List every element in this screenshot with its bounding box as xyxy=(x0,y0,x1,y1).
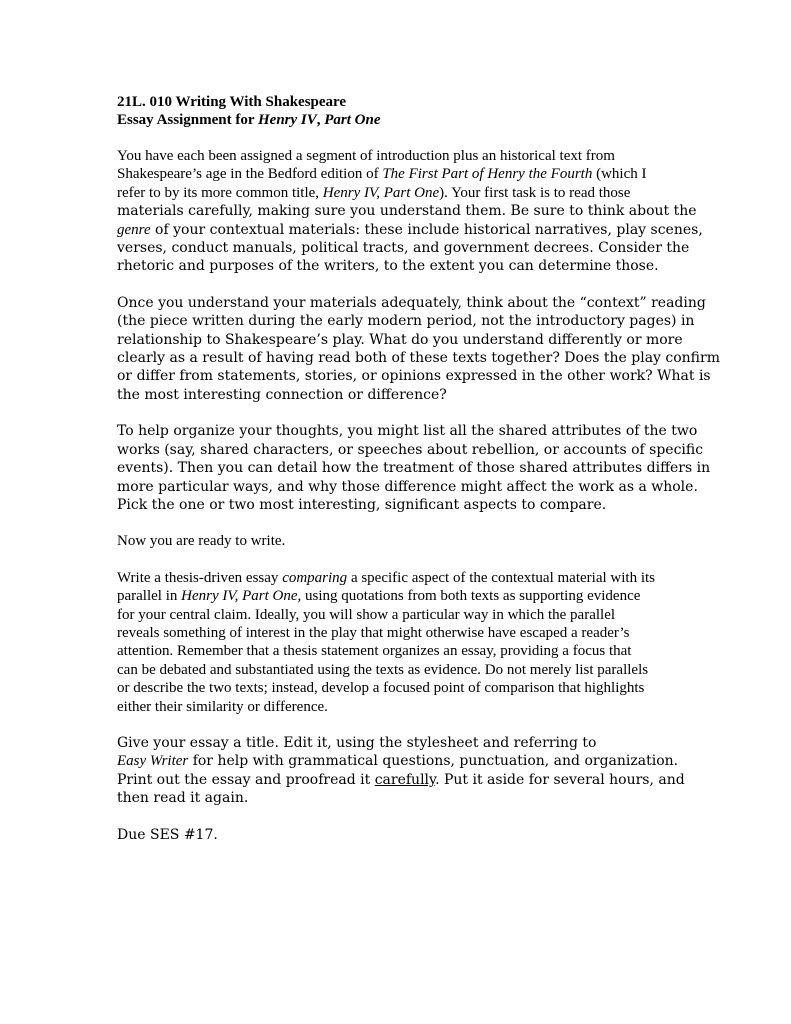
text-line xyxy=(117,184,687,202)
text-line: (the piece written during the early modern period, not the introductory pages) in xyxy=(117,313,695,330)
document-body xyxy=(117,93,720,844)
paragraph-edit xyxy=(117,734,687,808)
text-line: Now you are ready to write. xyxy=(117,533,286,550)
book-title: The First Part of Henry the Fourth xyxy=(382,166,593,183)
text-run: . Put it aside for several hours, and xyxy=(435,771,685,788)
text-line xyxy=(117,752,687,770)
text-line: events). Then you can detail how the treatment of those shared attributes differs in xyxy=(117,460,711,477)
spacer xyxy=(117,551,687,569)
document-header xyxy=(117,93,687,129)
genre-emphasis: genre xyxy=(117,221,151,238)
text-run: refer to by its more common title, xyxy=(117,184,323,201)
text-run: parallel in xyxy=(117,588,182,605)
text-line: verses, conduct manuals, political tracts, and government decrees. Consider the xyxy=(117,240,690,257)
spacer xyxy=(117,514,687,532)
text-run: (which I xyxy=(592,166,647,183)
due-date: Due SES #17. xyxy=(117,826,218,843)
text-line: or differ from statements, stories, or opinions expressed in the other work? What is xyxy=(117,368,711,385)
text-line: You have each been assigned a segment of introduction plus an historical text from xyxy=(117,148,615,164)
text-run: a specific aspect of the contextual material with its xyxy=(347,569,655,586)
paragraph-intro xyxy=(117,147,703,276)
spacer xyxy=(117,404,687,422)
text-line: the most interesting connection or difference? xyxy=(117,386,447,403)
text-line: Give your essay a title. Edit it, using the stylesheet and referring to xyxy=(117,734,597,751)
play-title-inline: Henry IV, Part One, xyxy=(181,588,302,605)
text-line: Pick the one or two most interesting, significant aspects to compare. xyxy=(117,496,607,513)
text-line: reveals something of interest in the play that might otherwise have escaped a reader’s xyxy=(117,624,630,641)
text-line xyxy=(117,221,703,239)
text-line: Once you understand your materials adequately, think about the “context” reading xyxy=(117,294,706,311)
text-line: either their similarity or difference. xyxy=(117,698,328,715)
spacer xyxy=(117,716,687,734)
paragraph-context xyxy=(117,294,720,404)
play-title: Henry IV xyxy=(258,112,317,128)
text-line: works (say, shared characters, or speeches about rebellion, or accounts of specific xyxy=(117,441,704,458)
text-line: can be debated and substantiated using the texts as evidence. Do not merely list parallels xyxy=(117,661,649,678)
assignment-prefix: Essay Assignment for xyxy=(117,112,258,128)
text-line: then read it again. xyxy=(117,790,249,807)
paragraph-due xyxy=(117,826,687,844)
comparing-emphasis: comparing xyxy=(282,569,348,586)
play-title-inline: Henry IV, Part One xyxy=(322,184,440,201)
text-run: ). Your first task is to read those xyxy=(439,184,631,201)
text-run: for help with grammatical questions, punctuation, and organization. xyxy=(188,753,679,770)
text-line: relationship to Shakespeare’s play. What do you understand differently or more xyxy=(117,331,683,348)
text-line xyxy=(117,587,687,605)
spacer xyxy=(117,276,687,294)
text-line xyxy=(117,771,687,789)
text-line: rhetoric and purposes of the writers, to the extent you can determine those. xyxy=(117,258,659,275)
spacer xyxy=(117,808,687,826)
paragraph-write xyxy=(117,569,687,716)
text-line: for your central claim. Ideally, you will show a particular way in which the parallel xyxy=(117,606,616,623)
text-run: Write a thesis-driven essay xyxy=(117,569,283,586)
assignment-comma: , xyxy=(316,112,325,128)
text-line: attention. Remember that a thesis statement organizes an essay, providing a focus that xyxy=(117,643,632,660)
course-title: 21L. 010 Writing With Shakespeare xyxy=(117,94,347,110)
text-line: or describe the two texts; instead, develop a focused point of comparison that highlights xyxy=(117,680,645,697)
text-run: of your contextual materials: these include historical narratives, play scenes, xyxy=(150,221,703,238)
text-line: clearly as a result of having read both of these texts together? Does the play confirm xyxy=(117,350,720,367)
play-part: Part One xyxy=(324,112,381,128)
text-line: more particular ways, and why those difference might affect the work as a whole. xyxy=(117,478,698,495)
spacer xyxy=(117,129,687,147)
text-line xyxy=(117,165,687,183)
text-run: Shakespeare’s age in the Bedford edition of xyxy=(117,166,383,183)
text-line: To help organize your thoughts, you might list all the shared attributes of the two xyxy=(117,423,698,440)
assignment-title xyxy=(117,111,687,129)
paragraph-organize xyxy=(117,422,711,514)
text-run: using quotations from both texts as supporting evidence xyxy=(301,588,641,605)
text-run: Print out the essay and proofread it xyxy=(117,771,375,788)
text-line xyxy=(117,569,687,587)
paragraph-ready xyxy=(117,532,687,550)
text-line: materials carefully, making sure you understand them. Be sure to think about the xyxy=(117,203,697,220)
carefully-underlined: carefully xyxy=(374,771,436,788)
book-title: Easy Writer xyxy=(117,753,189,770)
